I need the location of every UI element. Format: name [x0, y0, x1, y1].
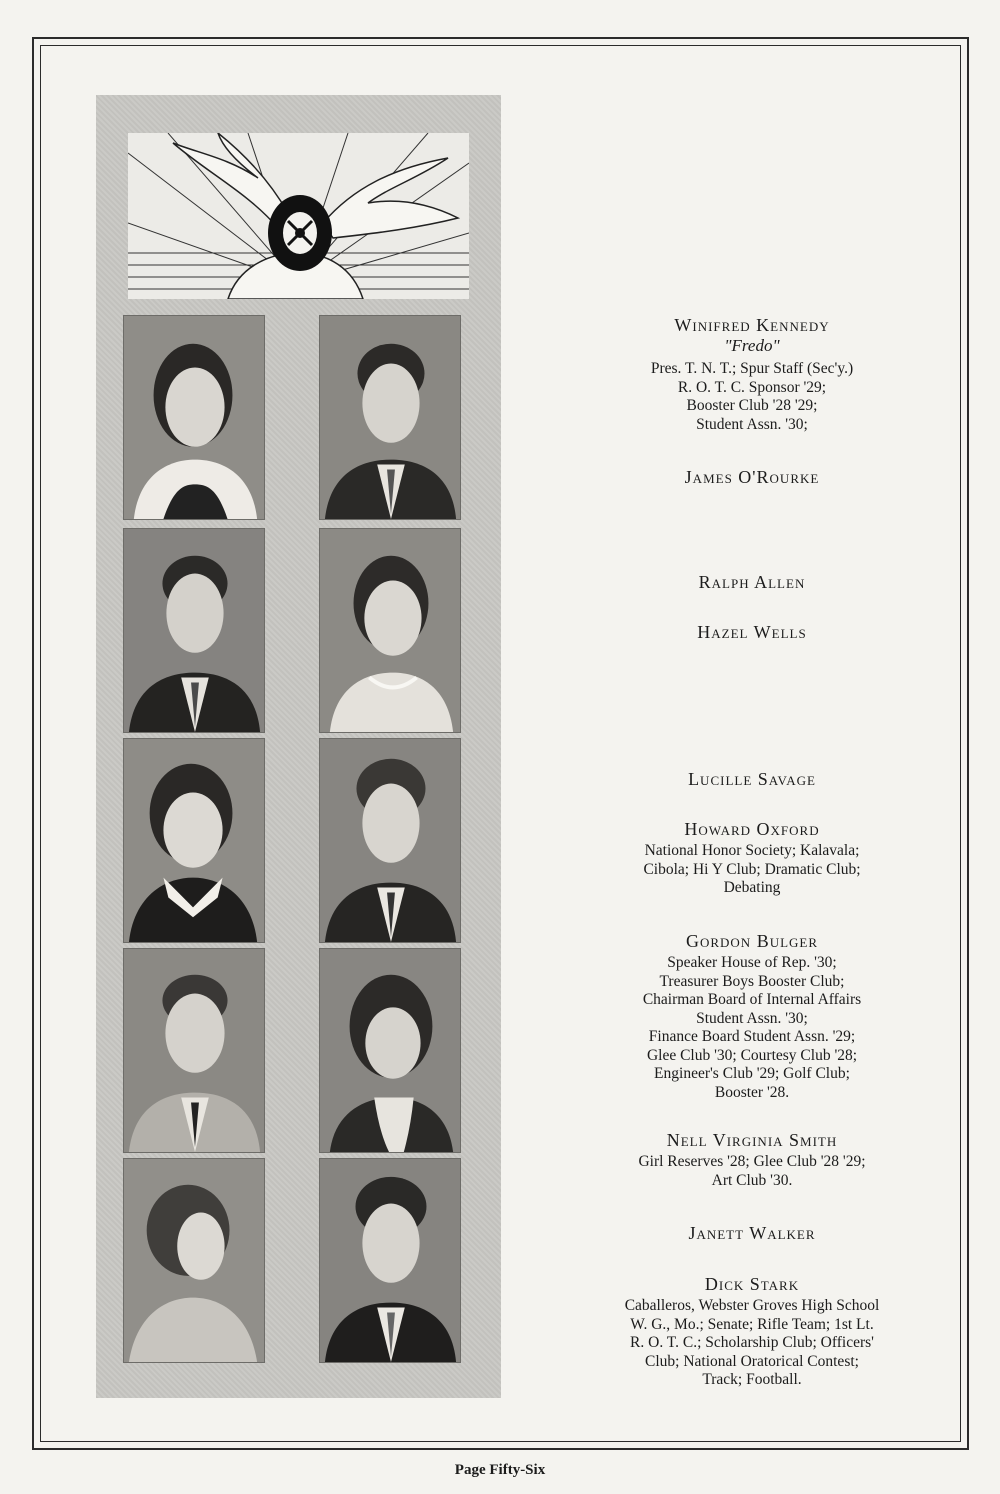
portrait-gordon-bulger [123, 948, 265, 1153]
activity-line: R. O. T. C. Sponsor '29; [677, 378, 827, 396]
activity-line: Chairman Board of Internal Affairs [642, 991, 862, 1008]
activity-line: Booster '28. [714, 1083, 790, 1101]
student-name: Howard Oxford [684, 819, 820, 839]
portrait-man-icon [320, 316, 460, 519]
activity-line: Caballeros, Webster Groves High School [624, 1297, 880, 1314]
student-name: Winifred Kennedy [674, 315, 830, 335]
portrait-woman-icon [124, 316, 264, 519]
portrait-howard-oxford [319, 738, 461, 943]
activity-line: Finance Board Student Assn. '29; [648, 1028, 856, 1045]
entry-dick-stark [562, 1273, 942, 1390]
student-name: Janett Walker [688, 1223, 816, 1243]
student-name: James O'Rourke [684, 467, 820, 487]
student-name: Ralph Allen [698, 572, 806, 592]
portrait-woman-icon [124, 739, 264, 942]
activity-line: Booster Club '28 '29; [686, 397, 818, 414]
portrait-woman-icon [320, 949, 460, 1152]
photo-panel [96, 95, 501, 1398]
entry-howard-oxford [562, 818, 942, 898]
entry-gordon-bulger [562, 930, 942, 1102]
entry-lucille-savage [562, 768, 942, 790]
student-name: Gordon Bulger [685, 931, 819, 951]
activity-line: W. G., Mo.; Senate; Rifle Team; 1st Lt. [630, 1315, 874, 1333]
activity-line: Glee Club '30; Courtesy Club '28; [646, 1046, 858, 1064]
entry-james-orourke [562, 466, 942, 488]
student-name: Hazel Wells [697, 622, 807, 642]
portrait-woman-icon [124, 1159, 264, 1362]
activity-line: Treasurer Boys Booster Club; [659, 972, 845, 990]
activity-line: Track; Football. [702, 1371, 802, 1388]
entry-winifred-kennedy [562, 314, 942, 434]
portrait-man-icon [320, 1159, 460, 1362]
portrait-hazel-wells [319, 528, 461, 733]
student-name: Nell Virginia Smith [666, 1130, 838, 1150]
winged-wheel-icon [128, 133, 469, 299]
portrait-man-icon [124, 529, 264, 732]
student-nickname: "Fredo" [724, 336, 780, 355]
activity-line: Student Assn. '30; [696, 415, 808, 433]
entry-ralph-allen [562, 571, 942, 593]
entry-hazel-wells [562, 621, 942, 643]
student-name: Dick Stark [704, 1274, 800, 1294]
entry-nell-virginia-smith [562, 1129, 942, 1190]
student-name: Lucille Savage [688, 769, 816, 789]
activity-line: Student Assn. '30; [696, 1009, 808, 1027]
activity-line: Pres. T. N. T.; Spur Staff (Sec'y.) [650, 360, 854, 377]
activity-line: Art Club '30. [711, 1171, 793, 1189]
portrait-james-orourke [319, 315, 461, 520]
portrait-janett-walker [123, 1158, 265, 1363]
activity-line: Engineer's Club '29; Golf Club; [654, 1065, 850, 1082]
portrait-ralph-allen [123, 528, 265, 733]
portrait-dick-stark [319, 1158, 461, 1363]
activity-line: Cibola; Hi Y Club; Dramatic Club; [643, 860, 861, 878]
portrait-woman-icon [320, 529, 460, 732]
activity-line: Debating [723, 879, 781, 896]
portrait-man-icon [124, 949, 264, 1152]
portrait-man-icon [320, 739, 460, 942]
activity-line: National Honor Society; Kalavala; [644, 842, 860, 859]
portrait-nell-virginia-smith [319, 948, 461, 1153]
activity-line: Speaker House of Rep. '30; [667, 954, 837, 971]
portrait-winifred-kennedy [123, 315, 265, 520]
page-number: Page Fifty-Six [454, 1462, 546, 1478]
activity-line: Club; National Oratorical Contest; [645, 1352, 859, 1370]
portrait-lucille-savage [123, 738, 265, 943]
activity-line: Girl Reserves '28; Glee Club '28 '29; [638, 1153, 866, 1170]
activity-line: R. O. T. C.; Scholarship Club; Officers' [630, 1334, 874, 1351]
entry-janett-walker [562, 1222, 942, 1244]
